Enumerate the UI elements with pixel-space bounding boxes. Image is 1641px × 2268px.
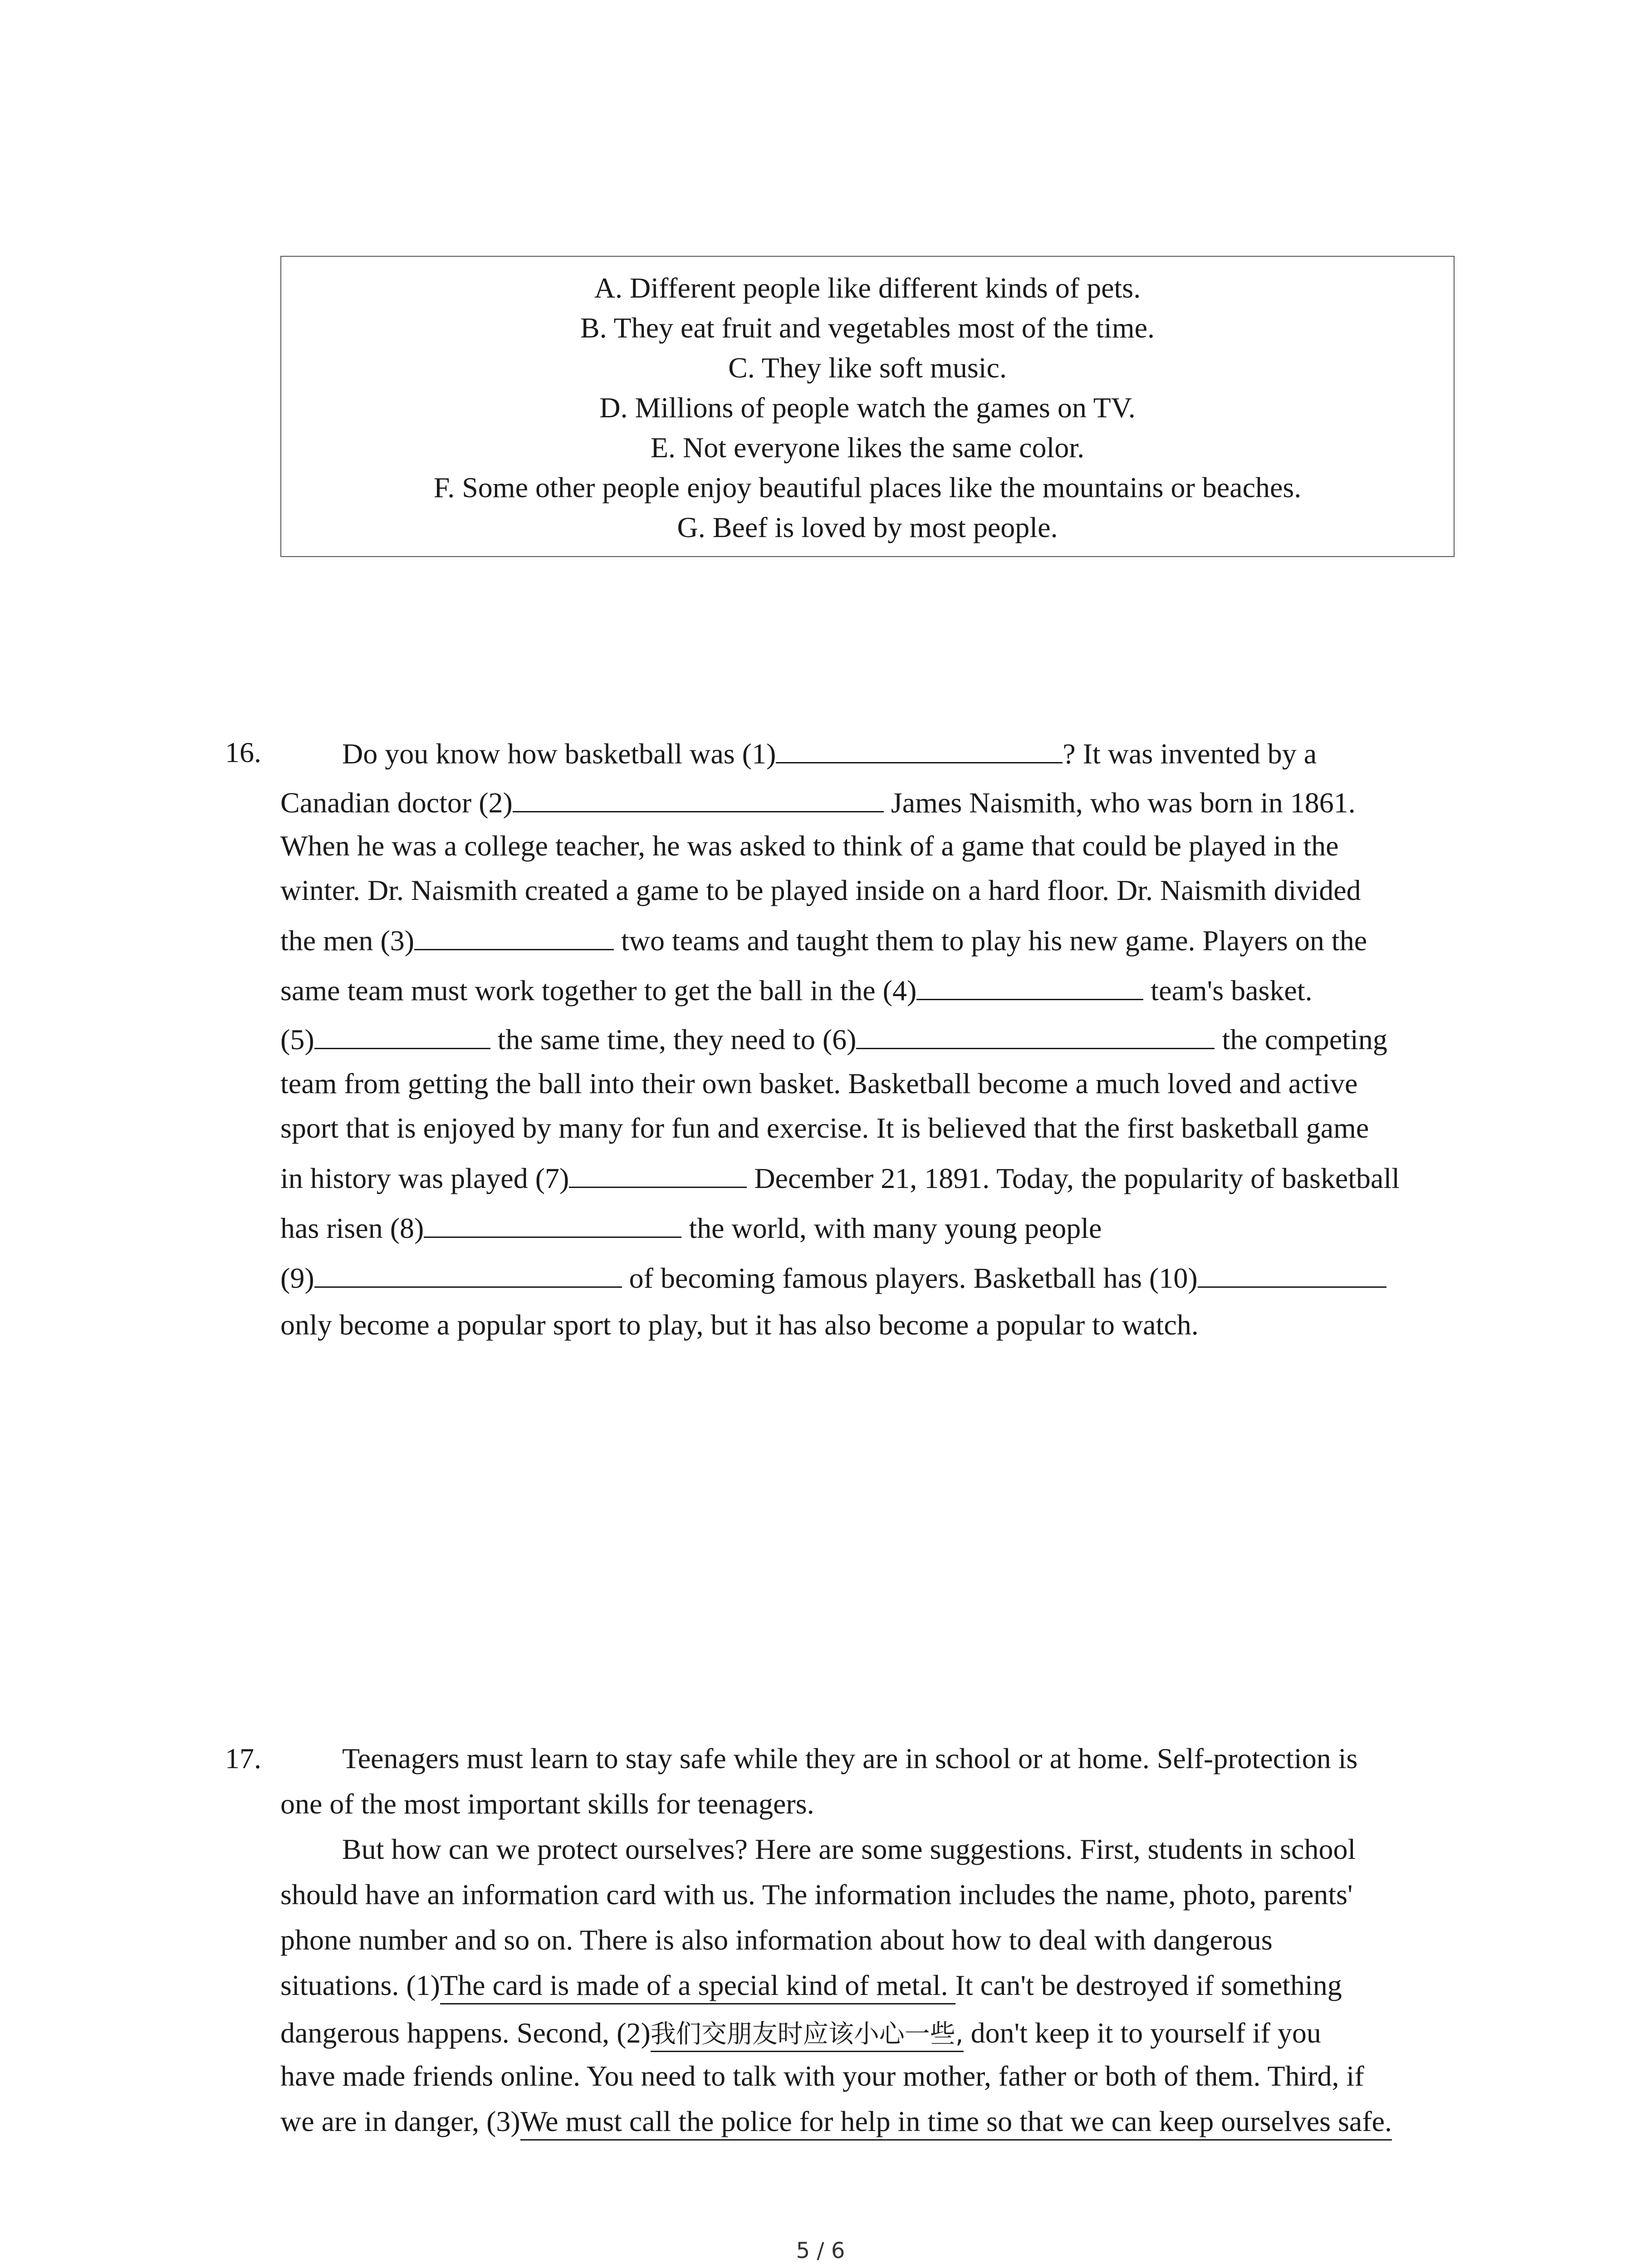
blank-8[interactable]	[424, 1210, 681, 1238]
q17-line-4: should have an information card with us. The information includes the name, photo, parents'	[280, 1878, 1353, 1911]
q17-line-8: have made friends online. You need to talk with your mother, father or both of them. Third, if	[280, 2060, 1364, 2092]
option-a: A. Different people like different kinds of pets.	[594, 272, 1141, 304]
q16-line-10: in history was played (7) December 21, 1891. Today, the popularity of basketball	[280, 1160, 1400, 1195]
q17-line-3: But how can we protect ourselves? Here are some suggestions. First, students in school	[342, 1833, 1356, 1865]
q16-line-12: (9) of becoming famous players. Basketball has (10)	[280, 1260, 1386, 1295]
question-number: 16.	[225, 736, 261, 768]
q16-line-8: team from getting the ball into their own basket. Basketball become a much loved and active	[280, 1067, 1358, 1100]
q16-line-9: sport that is enjoyed by many for fun and exercise. It is believed that the first basketball game	[280, 1112, 1369, 1144]
q17-line-6: situations. (1)The card is made of a special kind of metal. It can't be destroyed if something	[280, 1969, 1342, 2002]
q16-line-3: When he was a college teacher, he was asked to think of a game that could be played in the	[280, 830, 1339, 862]
option-f: F. Some other people enjoy beautiful places like the mountains or beaches.	[433, 471, 1302, 503]
q17-line-2: one of the most important skills for teenagers.	[280, 1788, 814, 1820]
q16-line-4: winter. Dr. Naismith created a game to be played inside on a hard floor. Dr. Naismith divided	[280, 874, 1361, 906]
blank-5[interactable]	[314, 1022, 490, 1049]
blank-3[interactable]	[414, 923, 614, 950]
answer-3: We must call the police for help in time so that we can keep ourselves safe.	[520, 2105, 1392, 2141]
answer-2: 我们交朋友时应该小心一些,	[651, 2019, 964, 2052]
option-d: D. Millions of people watch the games on TV.	[599, 391, 1136, 424]
blank-4[interactable]	[916, 973, 1143, 1000]
option-c: C. They like soft music.	[728, 352, 1007, 384]
q17-line-5: phone number and so on. There is also information about how to deal with dangerous	[280, 1924, 1273, 1956]
question-number: 17.	[225, 1742, 261, 1774]
q16-line-11: has risen (8) the world, with many young people	[280, 1210, 1102, 1245]
q16-line-1: Do you know how basketball was (1) ? It was invented by a	[280, 736, 1317, 771]
q17-line-9: we are in danger, (3)We must call the police for help in time so that we can keep ourselves safe.	[280, 2105, 1392, 2138]
blank-6[interactable]	[856, 1022, 1215, 1049]
option-e: E. Not everyone likes the same color.	[650, 431, 1085, 464]
q16-line-2: Canadian doctor (2) James Naismith, who was born in 1861.	[280, 785, 1356, 820]
q16-line-7: (5) the same time, they need to (6) the competing	[280, 1022, 1387, 1056]
blank-7[interactable]	[569, 1160, 747, 1188]
answer-1: The card is made of a special kind of metal.	[440, 1969, 955, 2004]
option-g: G. Beef is loved by most people.	[677, 511, 1058, 543]
q16-line-13: only become a popular sport to play, but it has also become a popular to watch.	[280, 1309, 1199, 1341]
q16-line-6: same team must work together to get the ball in the (4) team's basket.	[280, 973, 1313, 1007]
q17-line-7: dangerous happens. Second, (2)我们交朋友时应该小心一些, don't keep it to yourself if you	[280, 2014, 1321, 2050]
options-box	[280, 256, 1455, 557]
blank-9[interactable]	[314, 1260, 622, 1288]
option-b: B. They eat fruit and vegetables most of the time.	[580, 312, 1155, 344]
page-number: 5 / 6	[796, 2238, 845, 2263]
blank-2[interactable]	[513, 785, 884, 812]
blank-10[interactable]	[1198, 1260, 1386, 1288]
q17-line-1: Teenagers must learn to stay safe while they are in school or at home. Self-protection is	[342, 1742, 1358, 1774]
q16-line-5: the men (3) two teams and taught them to play his new game. Players on the	[280, 923, 1367, 958]
blank-1[interactable]	[776, 736, 1063, 763]
